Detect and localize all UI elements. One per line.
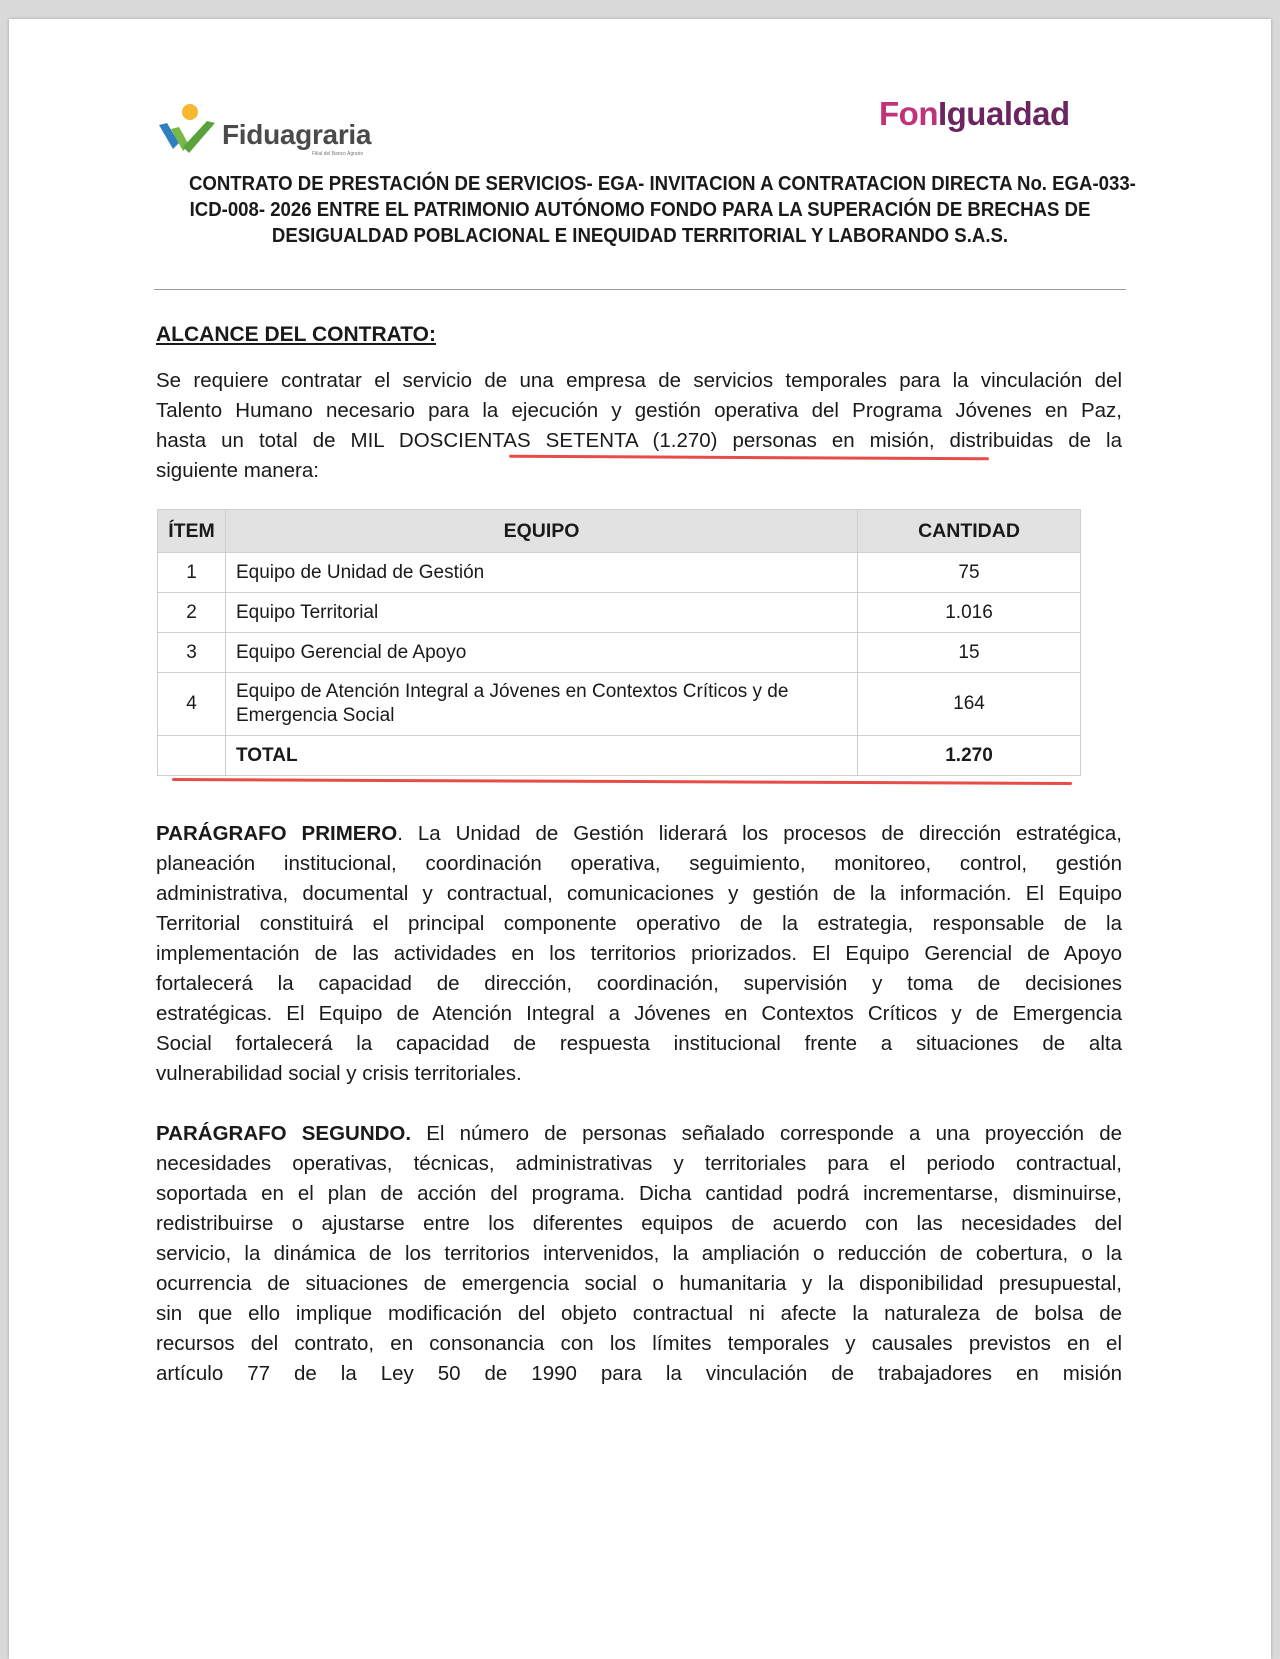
table-row <box>158 633 1081 673</box>
paragraph-line: servicio, la dinámica de los territorios intervenidos, la ampliación o reducción de cobertura, o la <box>156 1242 1122 1265</box>
column-header-equipo: EQUIPO <box>226 510 858 553</box>
intro-line: siguiente manera: <box>156 459 319 482</box>
intro-paragraph <box>156 366 1122 486</box>
paragraph-line <box>156 1119 1122 1149</box>
column-header-item: ÍTEM <box>158 510 226 553</box>
paragraph-line: Social fortalecerá la capacidad de respuesta institucional frente a situaciones de alta <box>156 1032 1122 1055</box>
title-line-2: ICD-008- 2026 ENTRE EL PATRIMONIO AUTÓNOMO FONDO PARA LA SUPERACIÓN DE BRECHAS DE <box>189 199 1091 221</box>
fiduagraria-wordmark: Fiduagraria <box>222 119 372 150</box>
paragraph-line: vulnerabilidad social y crisis territoriales. <box>156 1062 522 1085</box>
paragraph-primero <box>156 819 1122 1089</box>
red-underline-mark <box>172 778 1072 785</box>
cell-equipo: Equipo Territorial <box>226 593 858 633</box>
paragraph-line: planeación institucional, coordinación operativa, seguimiento, monitoreo, control, gestión <box>156 852 1122 875</box>
intro-line: Talento Humano necesario para la ejecución y gestión operativa del Programa Jóvenes en Paz, <box>156 399 1122 422</box>
paragraph-line: administrativa, documental y contractual, comunicaciones y gestión de la información. El Equipo <box>156 882 1122 905</box>
fon-wordmark: Fon <box>879 95 938 132</box>
title-line-1: CONTRATO DE PRESTACIÓN DE SERVICIOS- EGA- INVITACION A CONTRATACION DIRECTA No. EGA-033- <box>188 173 1136 195</box>
paragraph-text: El número de personas señalado corresponde a una proyección de <box>411 1122 1122 1145</box>
cell-item: 2 <box>158 593 226 633</box>
table-total-row <box>158 736 1081 776</box>
cell-cantidad: 75 <box>858 553 1081 593</box>
fiduagraria-subtext: Filial del Banco Agrario <box>312 151 364 157</box>
cell-cantidad: 164 <box>858 673 1081 736</box>
fiduagraria-emblem-icon <box>157 103 219 155</box>
fiduagraria-logo <box>157 89 387 159</box>
contract-title <box>188 171 1136 249</box>
intro-line: Se requiere contratar el servicio de una empresa de servicios temporales para la vinculación del <box>156 369 1122 392</box>
cell-total-label: TOTAL <box>226 736 858 776</box>
cell-item: 1 <box>158 553 226 593</box>
title-line-3: DESIGUALDAD POBLACIONAL E INEQUIDAD TERRITORIAL Y LABORANDO S.A.S. <box>271 225 1009 247</box>
header-divider <box>154 289 1126 290</box>
paragraph-segundo <box>156 1119 1122 1389</box>
paragraph-line: estratégicas. El Equipo de Atención Integral a Jóvenes en Contextos Críticos y de Emergencia <box>156 1002 1122 1025</box>
cell-equipo: Equipo de Atención Integral a Jóvenes en Contextos Críticos y de Emergencia Social <box>226 673 858 736</box>
cell-cantidad: 15 <box>858 633 1081 673</box>
cell-equipo: Equipo de Unidad de Gestión <box>226 553 858 593</box>
paragraph-line: necesidades operativas, técnicas, administrativas y territoriales para el periodo contractual, <box>156 1152 1122 1175</box>
igualdad-wordmark: Igualdad <box>937 95 1070 132</box>
cell-item <box>158 736 226 776</box>
document-page <box>9 19 1271 1659</box>
table-header-row <box>158 510 1081 553</box>
paragraph-line: Territorial constituirá el principal componente operativo de la estrategia, responsable de la <box>156 912 1122 935</box>
fonigualdad-logo <box>879 95 1070 133</box>
cell-item: 4 <box>158 673 226 736</box>
paragraph-line: recursos del contrato, en consonancia con los límites temporales y causales previstos en el <box>156 1332 1122 1355</box>
intro-line: hasta un total de MIL DOSCIENTAS SETENTA (1.270) personas en misión, distribuidas de la <box>156 429 1122 452</box>
paragraph-line: artículo 77 de la Ley 50 de 1990 para la vinculación de trabajadores en misión <box>156 1362 1122 1385</box>
paragraph-line: soportada en el plan de acción del programa. Dicha cantidad podrá incrementarse, disminuirse, <box>156 1182 1122 1205</box>
paragraph-label: PARÁGRAFO SEGUNDO. <box>156 1122 412 1145</box>
paragraph-line: sin que ello implique modificación del objeto contractual ni afecte la naturaleza de bolsa de <box>156 1302 1122 1325</box>
cell-total-value: 1.270 <box>858 736 1081 776</box>
paragraph-text: . La Unidad de Gestión liderará los procesos de dirección estratégica, <box>397 822 1122 845</box>
table-row <box>158 553 1081 593</box>
paragraph-line: ocurrencia de situaciones de emergencia social o humanitaria y la disponibilidad presupuestal, <box>156 1272 1122 1295</box>
section-heading: ALCANCE DEL CONTRATO: <box>156 323 436 346</box>
paragraph-line: implementación de las actividades en los territorios priorizados. El Equipo Gerencial de Apoyo <box>156 942 1122 965</box>
cell-cantidad: 1.016 <box>858 593 1081 633</box>
table-row <box>158 673 1081 736</box>
table-row <box>158 593 1081 633</box>
paragraph-label: PARÁGRAFO PRIMERO <box>156 822 398 845</box>
teams-table <box>157 509 1081 776</box>
column-header-cantidad: CANTIDAD <box>858 510 1081 553</box>
paragraph-line <box>156 819 1122 849</box>
paragraph-line: redistribuirse o ajustarse entre los diferentes equipos de acuerdo con las necesidades del <box>156 1212 1122 1235</box>
cell-item: 3 <box>158 633 226 673</box>
cell-equipo: Equipo Gerencial de Apoyo <box>226 633 858 673</box>
paragraph-line: fortalecerá la capacidad de dirección, coordinación, supervisión y toma de decisiones <box>156 972 1122 995</box>
